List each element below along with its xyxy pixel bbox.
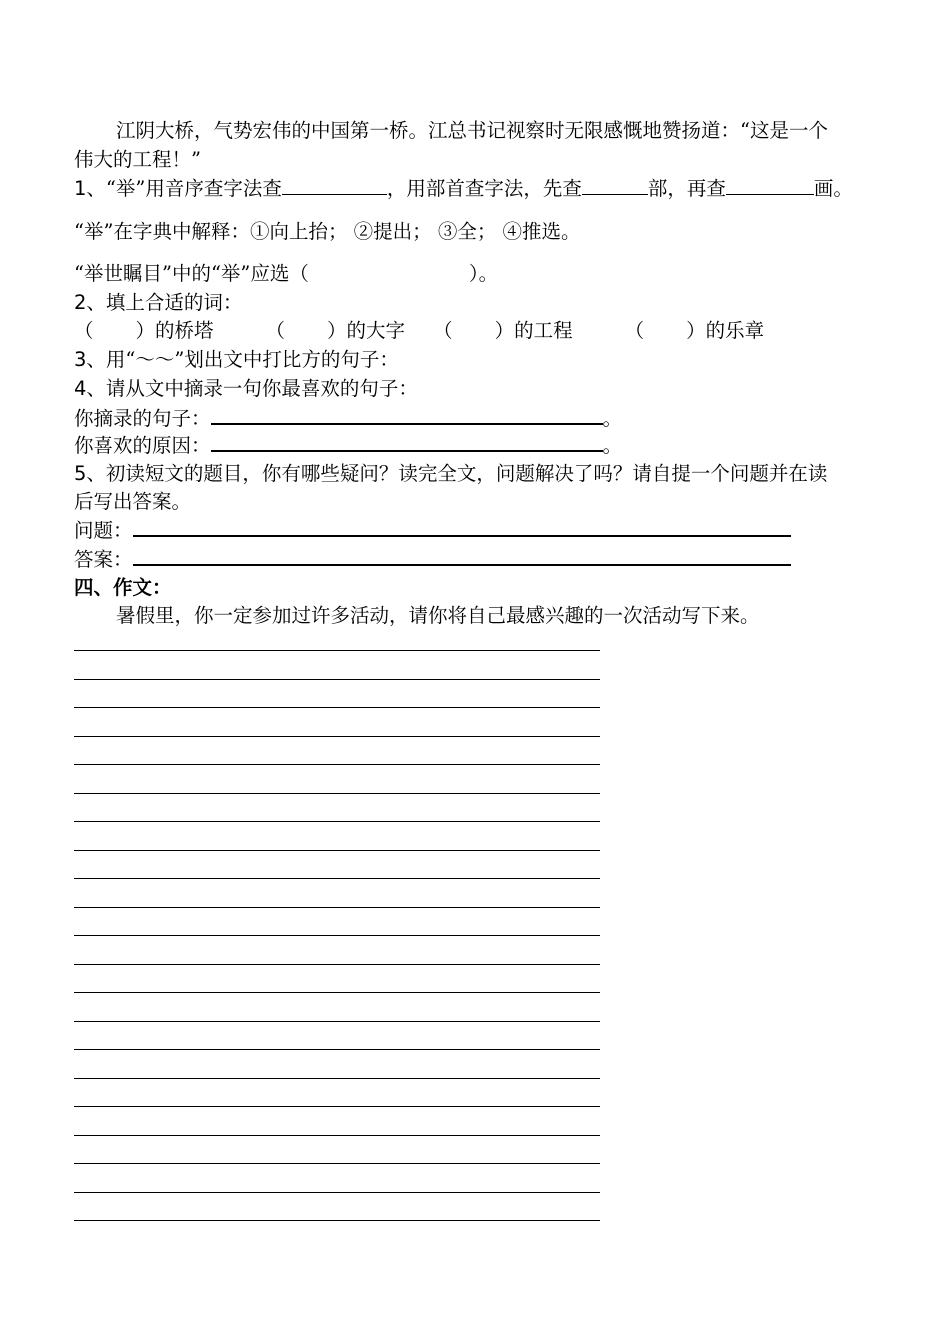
- writing-line[interactable]: [74, 907, 600, 908]
- question-1: [74, 176, 853, 202]
- writing-line[interactable]: [74, 1220, 600, 1221]
- answer-blank-radical[interactable]: [582, 176, 648, 195]
- writing-line[interactable]: [74, 1106, 600, 1107]
- question-label: 问题：: [74, 519, 133, 542]
- question-text: ，用部首查字法，先查: [386, 177, 582, 200]
- answer-field[interactable]: [133, 546, 791, 566]
- period: 。: [602, 434, 623, 457]
- excerpt-field[interactable]: [211, 405, 603, 425]
- answer-blank-strokes[interactable]: [726, 176, 814, 195]
- question-text: 、“举”用音序查字法查: [86, 177, 282, 200]
- reason-label: 你喜欢的原因：: [74, 434, 211, 457]
- question-number: 2: [74, 291, 87, 314]
- question-text: 、初读短文的题目，你有哪些疑问？读完全文，问题解决了吗？请自提一个问题并在读: [86, 462, 828, 485]
- reason-row: [74, 432, 622, 459]
- question-number: 1: [74, 177, 87, 200]
- choose-text: “举世瞩目”中的“举”应选（: [74, 262, 309, 285]
- writing-line[interactable]: [74, 764, 600, 765]
- excerpt-row: [74, 405, 622, 432]
- question-1-choose: [74, 261, 498, 287]
- period: 。: [602, 407, 623, 430]
- writing-line[interactable]: [74, 821, 600, 822]
- writing-line[interactable]: [74, 1192, 600, 1193]
- question-text: 、请从文中摘录一句你最喜欢的句子：: [86, 377, 418, 400]
- question-number: 4: [74, 377, 87, 400]
- writing-line[interactable]: [74, 850, 600, 851]
- question-number: 5: [74, 462, 87, 485]
- question-text: 部，再查: [647, 177, 726, 200]
- fill-words-row: [74, 318, 764, 344]
- writing-line[interactable]: [74, 1078, 600, 1079]
- paren-open: （: [433, 319, 453, 342]
- question-text: 、填上合适的词：: [86, 291, 243, 314]
- writing-line[interactable]: [74, 650, 600, 651]
- question-4: [74, 376, 418, 402]
- excerpt-label: 你摘录的句子：: [74, 407, 211, 430]
- fill-item-label: ）的桥塔: [135, 319, 214, 342]
- fill-item: [433, 319, 573, 342]
- writing-line[interactable]: [74, 1049, 600, 1050]
- writing-line[interactable]: [74, 679, 600, 680]
- fill-item: [625, 319, 765, 342]
- question-5-line-2: 后写出答案。: [74, 490, 192, 513]
- reason-field[interactable]: [211, 432, 603, 452]
- question-text: 画。: [813, 177, 853, 200]
- writing-line[interactable]: [74, 964, 600, 965]
- passage-line-1: 江阴大桥，气势宏伟的中国第一桥。江总书记视察时无限感慨地赞扬道：“这是一个: [116, 119, 828, 142]
- paren-open: （: [265, 319, 286, 342]
- question-row: [74, 517, 791, 544]
- question-field[interactable]: [133, 517, 791, 537]
- writing-line[interactable]: [74, 1163, 600, 1164]
- writing-line[interactable]: [74, 707, 600, 708]
- writing-line[interactable]: [74, 793, 600, 794]
- fill-item: [266, 319, 406, 342]
- passage-line-2: 伟大的工程！”: [74, 148, 201, 171]
- writing-line[interactable]: [74, 1135, 600, 1136]
- paren-open: （: [624, 319, 645, 342]
- answer-row: [74, 546, 791, 573]
- question-text: 、用“～～”划出文中打比方的句子：: [86, 348, 399, 371]
- writing-line[interactable]: [74, 736, 600, 737]
- choose-text-end: ）。: [468, 262, 499, 285]
- composition-heading: 四、作文：: [74, 576, 172, 599]
- composition-prompt: 暑假里，你一定参加过许多活动，请你将自己最感兴趣的一次活动写下来。: [116, 604, 760, 627]
- writing-line[interactable]: [74, 935, 600, 936]
- question-1-meanings: “举”在字典中解释：①向上抬； ②提出； ③全； ④推选。: [74, 220, 581, 243]
- fill-item-label: ）的乐章: [686, 319, 765, 342]
- writing-line[interactable]: [74, 1021, 600, 1022]
- fill-item: [74, 319, 214, 342]
- paren-open: （: [74, 319, 94, 342]
- writing-line[interactable]: [74, 992, 600, 993]
- fill-item-label: ）的大字: [327, 319, 406, 342]
- fill-item-label: ）的工程: [494, 319, 573, 342]
- question-3: [74, 347, 399, 373]
- question-5: [74, 461, 827, 487]
- question-2: [74, 290, 242, 316]
- writing-line[interactable]: [74, 878, 600, 879]
- answer-blank-pinyin[interactable]: [282, 176, 387, 195]
- answer-label: 答案：: [74, 548, 133, 571]
- question-number: 3: [74, 348, 87, 371]
